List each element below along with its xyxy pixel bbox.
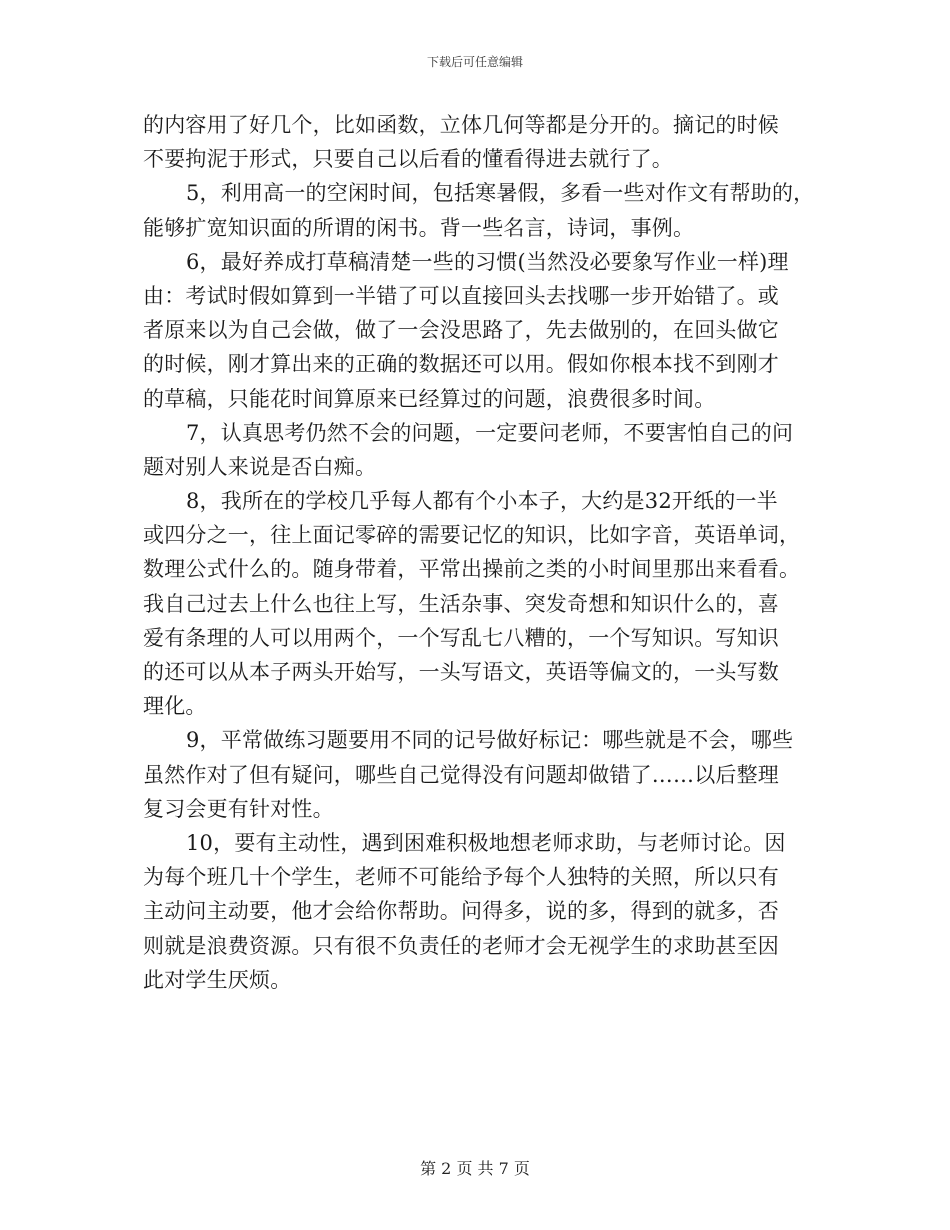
text-line: 主动问主动要，他才会给你帮助。问得多，说的多，得到的就多，否 [143,899,779,924]
paragraph-item-7 [143,416,808,484]
text-line: 能够扩宽知识面的所谓的闲书。背一些名言，诗词，事例。 [143,215,695,240]
text-line: 由：考试时假如算到一半错了可以直接回头去找哪一步开始错了。或 [143,283,779,308]
text-line: 10，要有主动性，遇到困难积极地想老师求助，与老师讨论。因 [186,830,786,855]
paragraph-item-9 [143,723,808,826]
text-line: 为每个班几十个学生，老师不可能给予每个人独特的关照，所以只有 [143,865,779,890]
text-line: 爱有条理的人可以用两个，一个写乱七八糟的，一个写知识。写知识 [143,625,779,650]
text-line: 的内容用了好几个，比如函数，立体几何等都是分开的。摘记的时候 [143,113,779,137]
text-line: 复习会更有针对性。 [143,796,334,821]
text-line: 理化。 [143,694,207,719]
text-line: 我自己过去上什么也往上写，生活杂事、突发奇想和知识什么的，喜 [143,591,779,616]
text-line: 则就是浪费资源。只有很不负责任的老师才会无视学生的求助甚至因 [143,933,779,958]
paragraph-item-8 [143,484,808,723]
text-line: 9，平常做练习题要用不同的记号做好标记：哪些就是不会，哪些 [186,728,794,753]
paragraph-continuation [143,108,808,176]
text-line: 数理公式什么的。随身带着，平常出操前之类的小时间里那出来看看。 [143,557,801,582]
paragraph-item-5 [143,176,815,244]
text-line: 6，最好养成打草稿清楚一些的习惯(当然没必要象写作业一样)理 [186,249,789,274]
document-body [143,108,815,997]
text-line: 题对别人来说是否白痴。 [143,454,377,479]
page-header: 下载后可任意编辑 [426,55,523,69]
paragraph-item-10 [143,826,808,997]
page-number-footer: 第 2 页 共 7 页 [420,1159,530,1178]
text-line: 或四分之一，往上面记零碎的需要记忆的知识，比如字音，英语单词， [143,523,801,548]
text-line: 不要拘泥于形式，只要自己以后看的懂看得进去就行了。 [143,147,673,172]
paragraph-item-6 [143,245,808,416]
text-line: 的还可以从本子两头开始写，一头写语文，英语等偏文的，一头写数 [143,660,779,684]
text-line: 的草稿，只能花时间算原来已经算过的问题，浪费很多时间。 [143,386,716,411]
text-line: 此对学生厌烦。 [143,967,292,992]
text-line: 者原来以为自己会做，做了一会没思路了，先去做别的，在回头做它 [143,318,779,343]
text-line: 8，我所在的学校几乎每人都有个小本子，大约是32开纸的一半 [186,489,778,514]
text-line: 虽然作对了但有疑问，哪些自己觉得没有问题却做错了……以后整理 [143,762,779,787]
text-line: 5，利用高一的空闲时间，包括寒暑假，多看一些对作文有帮助的， [186,181,815,206]
text-line: 的时候，刚才算出来的正确的数据还可以用。假如你根本找不到刚才 [143,352,779,377]
text-line: 7，认真思考仍然不会的问题，一定要问老师，不要害怕自己的问 [186,420,794,445]
